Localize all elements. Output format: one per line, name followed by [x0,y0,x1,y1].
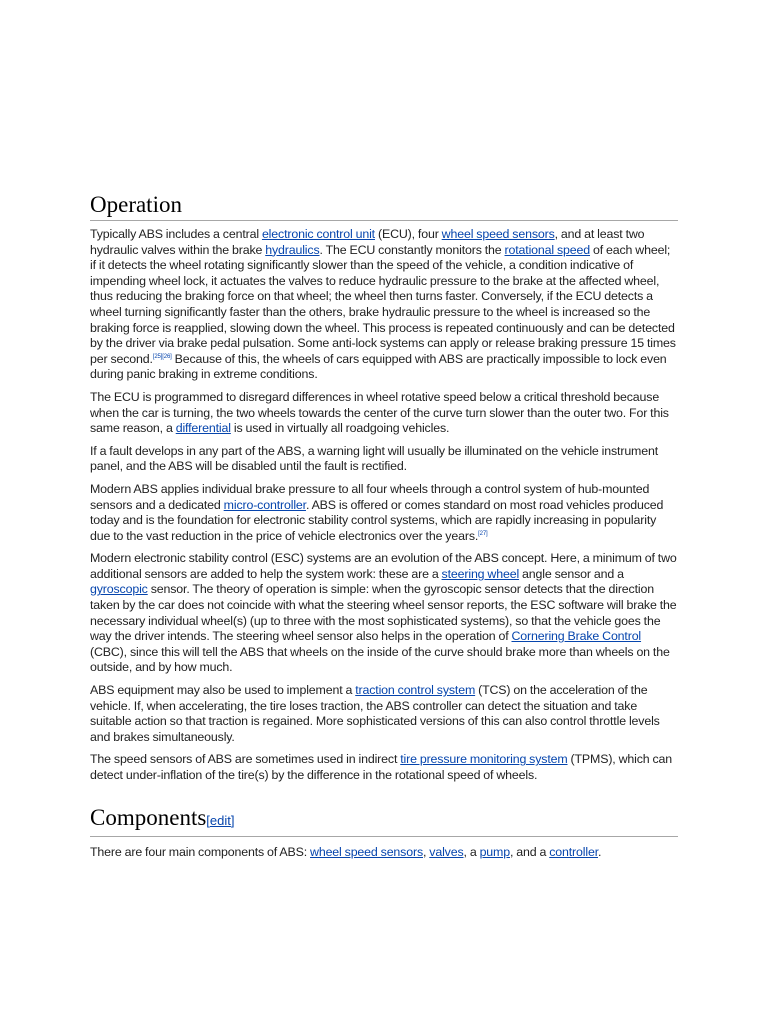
link-tire-pressure-monitoring-system[interactable]: tire pressure monitoring system [400,752,568,767]
text: Modern ABS applies individual brake pressure to all four wheels through a control system of hub-mounted sensors and a dedicated [90,481,650,512]
link-hydraulics[interactable]: hydraulics [265,242,320,257]
link-electronic-control-unit[interactable]: electronic control unit [261,227,375,241]
edit-link[interactable]: edit [209,812,231,828]
text: The ECU is programmed to disregard differences in wheel rotative speed below a critical threshold because when the car is turning, the two wheels towards the center of the curve turn slower than the outer two. For this same reason, a [90,389,669,436]
text: , and at least two hydraulic valves within the brake [90,227,645,257]
link-gyroscopic[interactable]: gyroscopic [90,582,148,597]
link-traction-control-system[interactable]: traction control system [355,683,476,698]
text: There are four main components of ABS: [90,844,311,859]
text: ABS equipment may also be used to implement a [90,683,356,698]
bracket: [ [206,812,210,828]
citation-link[interactable]: [25] [152,353,163,360]
link-wheel-speed-sensors[interactable]: wheel speed sensors [441,227,555,241]
text: Typically ABS includes a central [90,227,262,241]
edit-section [206,813,234,828]
text: , [423,844,430,859]
section-heading-components [90,804,678,837]
link-steering-wheel[interactable]: steering wheel [441,566,520,581]
text: The speed sensors of ABS are sometimes used in indirect [90,752,401,767]
paragraph [90,227,678,383]
link-pump[interactable]: pump [479,844,510,859]
citation-link[interactable]: [27] [478,530,488,537]
text: , a [463,844,480,859]
bracket: ] [230,812,235,828]
text: If a fault develops in any part of the ABS, a warning light will usually be illuminated on the vehicle instrument panel, and the ABS will be disabled until the fault is rectified. [90,443,659,474]
link-rotational-speed[interactable]: rotational speed [504,242,591,257]
text: . [598,844,602,859]
text: of each wheel; if it detects the wheel rotating significantly slower than the speed of the vehicle, a condition indicative of impending wheel lock, it actuates the valves to reduce hydraulic pressure to the brake at the affected wheel, thus reducing the braking force on that wheel; the wheel then turns faster. Conversely, if the ECU detects a wheel turning significantly faster than the others, brake hydraulic pressure to the wheel is increased so the braking force is reapplied, slowing down the wheel. This process is repeated continuously and can be detected by the driver via brake pedal pulsation. Some anti-lock systems can apply or release braking pressure 15 times per second. [90,242,676,366]
paragraph [90,444,678,475]
link-differential[interactable]: differential [175,421,231,436]
text: is used in virtually all roadgoing vehicles. [230,421,450,436]
article-content [90,191,678,867]
citation-27[interactable] [478,531,487,537]
paragraph [90,683,678,745]
text: (TCS) on the acceleration of the vehicle. If, when accelerating, the tire loses traction, the ABS controller can detect the situation and take suitable action so that traction is regained. More sophisticated versions of this can also control throttle levels and brakes simultaneously. [90,683,660,744]
text: (CBC), since this will tell the ABS that wheels on the inside of the curve should brake more than wheels on the outside, and by how much. [90,644,670,675]
citation-link[interactable]: [26] [162,353,172,360]
link-controller[interactable]: controller [549,844,598,859]
text: sensor. The theory of operation is simple: when the gyroscopic sensor detects that the direction taken by the car does not coincide with what the steering wheel sensor reports, the ESC software will brake the necessary individual wheel(s) (up to three with the most sophisticated systems), so that the vehicle goes the way the driver intends. The steering wheel sensor also helps in the operation of [90,582,677,644]
paragraph [90,482,678,544]
heading-text: Operation [90,192,182,217]
link-wheel-speed-sensors[interactable]: wheel speed sensors [310,844,423,859]
paragraph [90,752,678,783]
section-heading-operation [90,191,678,221]
text: Because of this, the wheels of cars equipped with ABS are practically impossible to lock even during panic braking in extreme conditions. [90,351,667,382]
text: (TPMS), which can detect under-inflation of the tire(s) by the difference in the rotational speed of wheels. [90,752,673,782]
heading-text: Components [90,804,207,830]
link-cornering-brake-control[interactable]: Cornering Brake Control [511,629,642,644]
citation-25[interactable] [153,354,162,360]
paragraph [90,390,678,437]
link-micro-controller[interactable]: micro-controller [223,497,306,512]
paragraph [90,845,678,861]
text: angle sensor and a [519,566,624,581]
link-valves[interactable]: valves [429,844,464,859]
citation-26[interactable] [162,354,171,360]
text: . ABS is offered or comes standard on most road vehicles produced today and is the foundation for electronic stability control systems, which are rapidly increasing in popularity due to the vast reduction in the price of vehicle electronics over the years. [90,497,664,543]
text: , and a [509,844,550,859]
paragraph [90,551,678,676]
text: Modern electronic stability control (ESC) systems are an evolution of the ABS concept. Here, a minimum of two additional sensors are added to help the system work: these are a [90,551,677,581]
text: . The ECU constantly monitors the [319,242,505,257]
text: (ECU), four [374,227,442,241]
